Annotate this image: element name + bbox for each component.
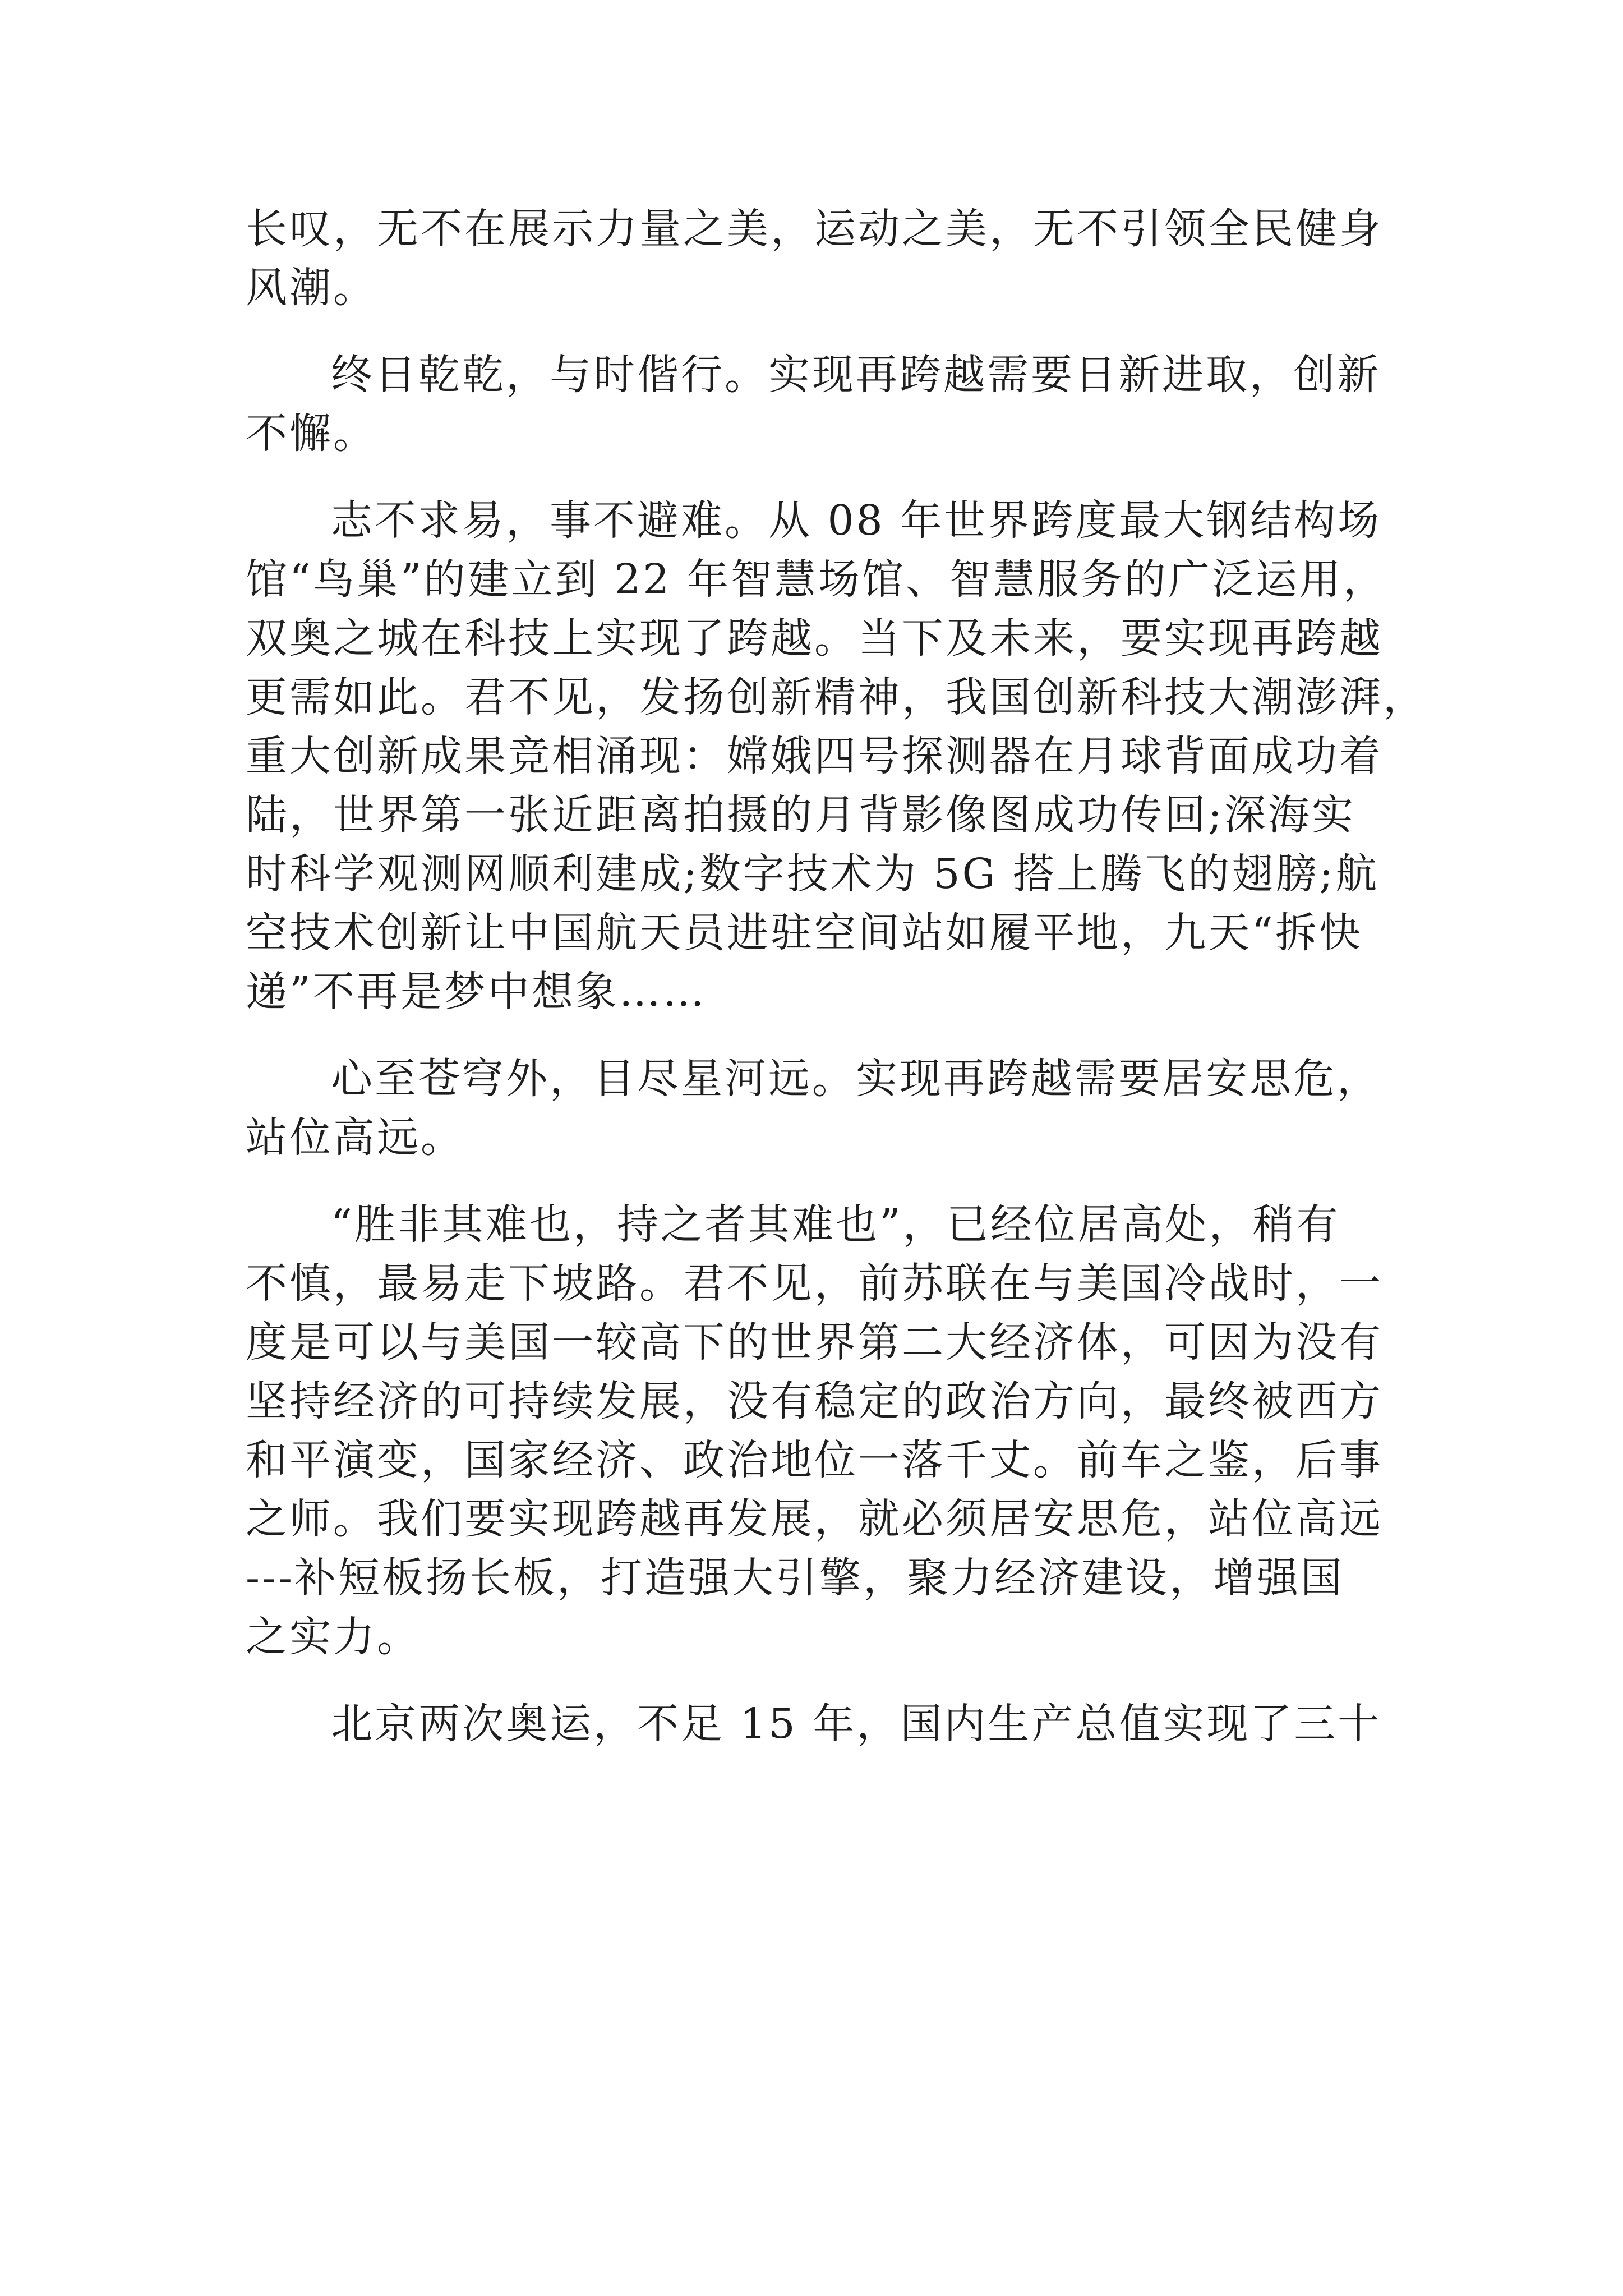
text-line: ---补短板扬长板，打造强大引擎，聚力经济建设，增强国 (246, 1554, 1345, 1602)
text-line: 陆，世界第一张近距离拍摄的月背影像图成功传回;深海实 (246, 791, 1355, 839)
paragraph (246, 1050, 1381, 1167)
text-line: 坚持经济的可持续发展，没有稳定的政治方向，最终被西方 (246, 1377, 1383, 1425)
text-line: 馆“鸟巢”的建立到 22 年智慧场馆、智慧服务的广泛运用， (246, 555, 1387, 604)
paragraph (246, 346, 1381, 463)
text-line: 志不求易，事不避难。从 08 年世界跨度最大钢结构场 (331, 496, 1382, 545)
text-line: 度是可以与美国一较高下的世界第二大经济体，可因为没有 (246, 1318, 1383, 1366)
paragraph (246, 491, 1427, 1022)
text-line: 北京两次奥运，不足 15 年，国内生产总值实现了三十 (331, 1700, 1382, 1748)
text-line: 双奥之城在科技上实现了跨越。当下及未来，要实现再跨越 (246, 614, 1383, 662)
text-line: 不懈。 (246, 409, 377, 458)
text-line: “胜非其难也，持之者其难也”，已经位居高处，稍有 (331, 1200, 1340, 1249)
paragraph (246, 200, 1381, 318)
text-line: 站位高远。 (246, 1114, 464, 1162)
text-line: 更需如此。君不见，发扬创新精神，我国创新科技大潮澎湃， (246, 673, 1427, 721)
text-line: 空技术创新让中国航天员进驻空间站如履平地，九天“拆快 (246, 909, 1363, 957)
text-line: 风潮。 (246, 264, 377, 312)
document-body (246, 200, 1427, 1754)
paragraph (246, 1195, 1381, 1667)
text-line: 递”不再是梦中想象…… (246, 968, 707, 1016)
text-line: 不慎，最易走下坡路。君不见，前苏联在与美国冷战时，一 (246, 1259, 1383, 1308)
text-line: 终日乾乾，与时偕行。实现再跨越需要日新进取，创新 (331, 351, 1381, 399)
text-line: 时科学观测网顺利建成;数字技术为 5G 搭上腾飞的翅膀;航 (246, 850, 1380, 898)
text-line: 重大创新成果竞相涌现：嫦娥四号探测器在月球背面成功着 (246, 732, 1383, 780)
text-line: 长叹，无不在展示力量之美，运动之美，无不引领全民健身 (246, 205, 1383, 253)
paragraph (246, 1695, 1381, 1754)
text-line: 心至苍穹外，目尽星河远。实现再跨越需要居安思危， (331, 1055, 1381, 1103)
text-line: 和平演变，国家经济、政治地位一落千丈。前车之鉴，后事 (246, 1436, 1383, 1484)
text-line: 之实力。 (246, 1613, 421, 1661)
text-line: 之师。我们要实现跨越再发展，就必须居安思危，站位高远 (246, 1495, 1383, 1543)
